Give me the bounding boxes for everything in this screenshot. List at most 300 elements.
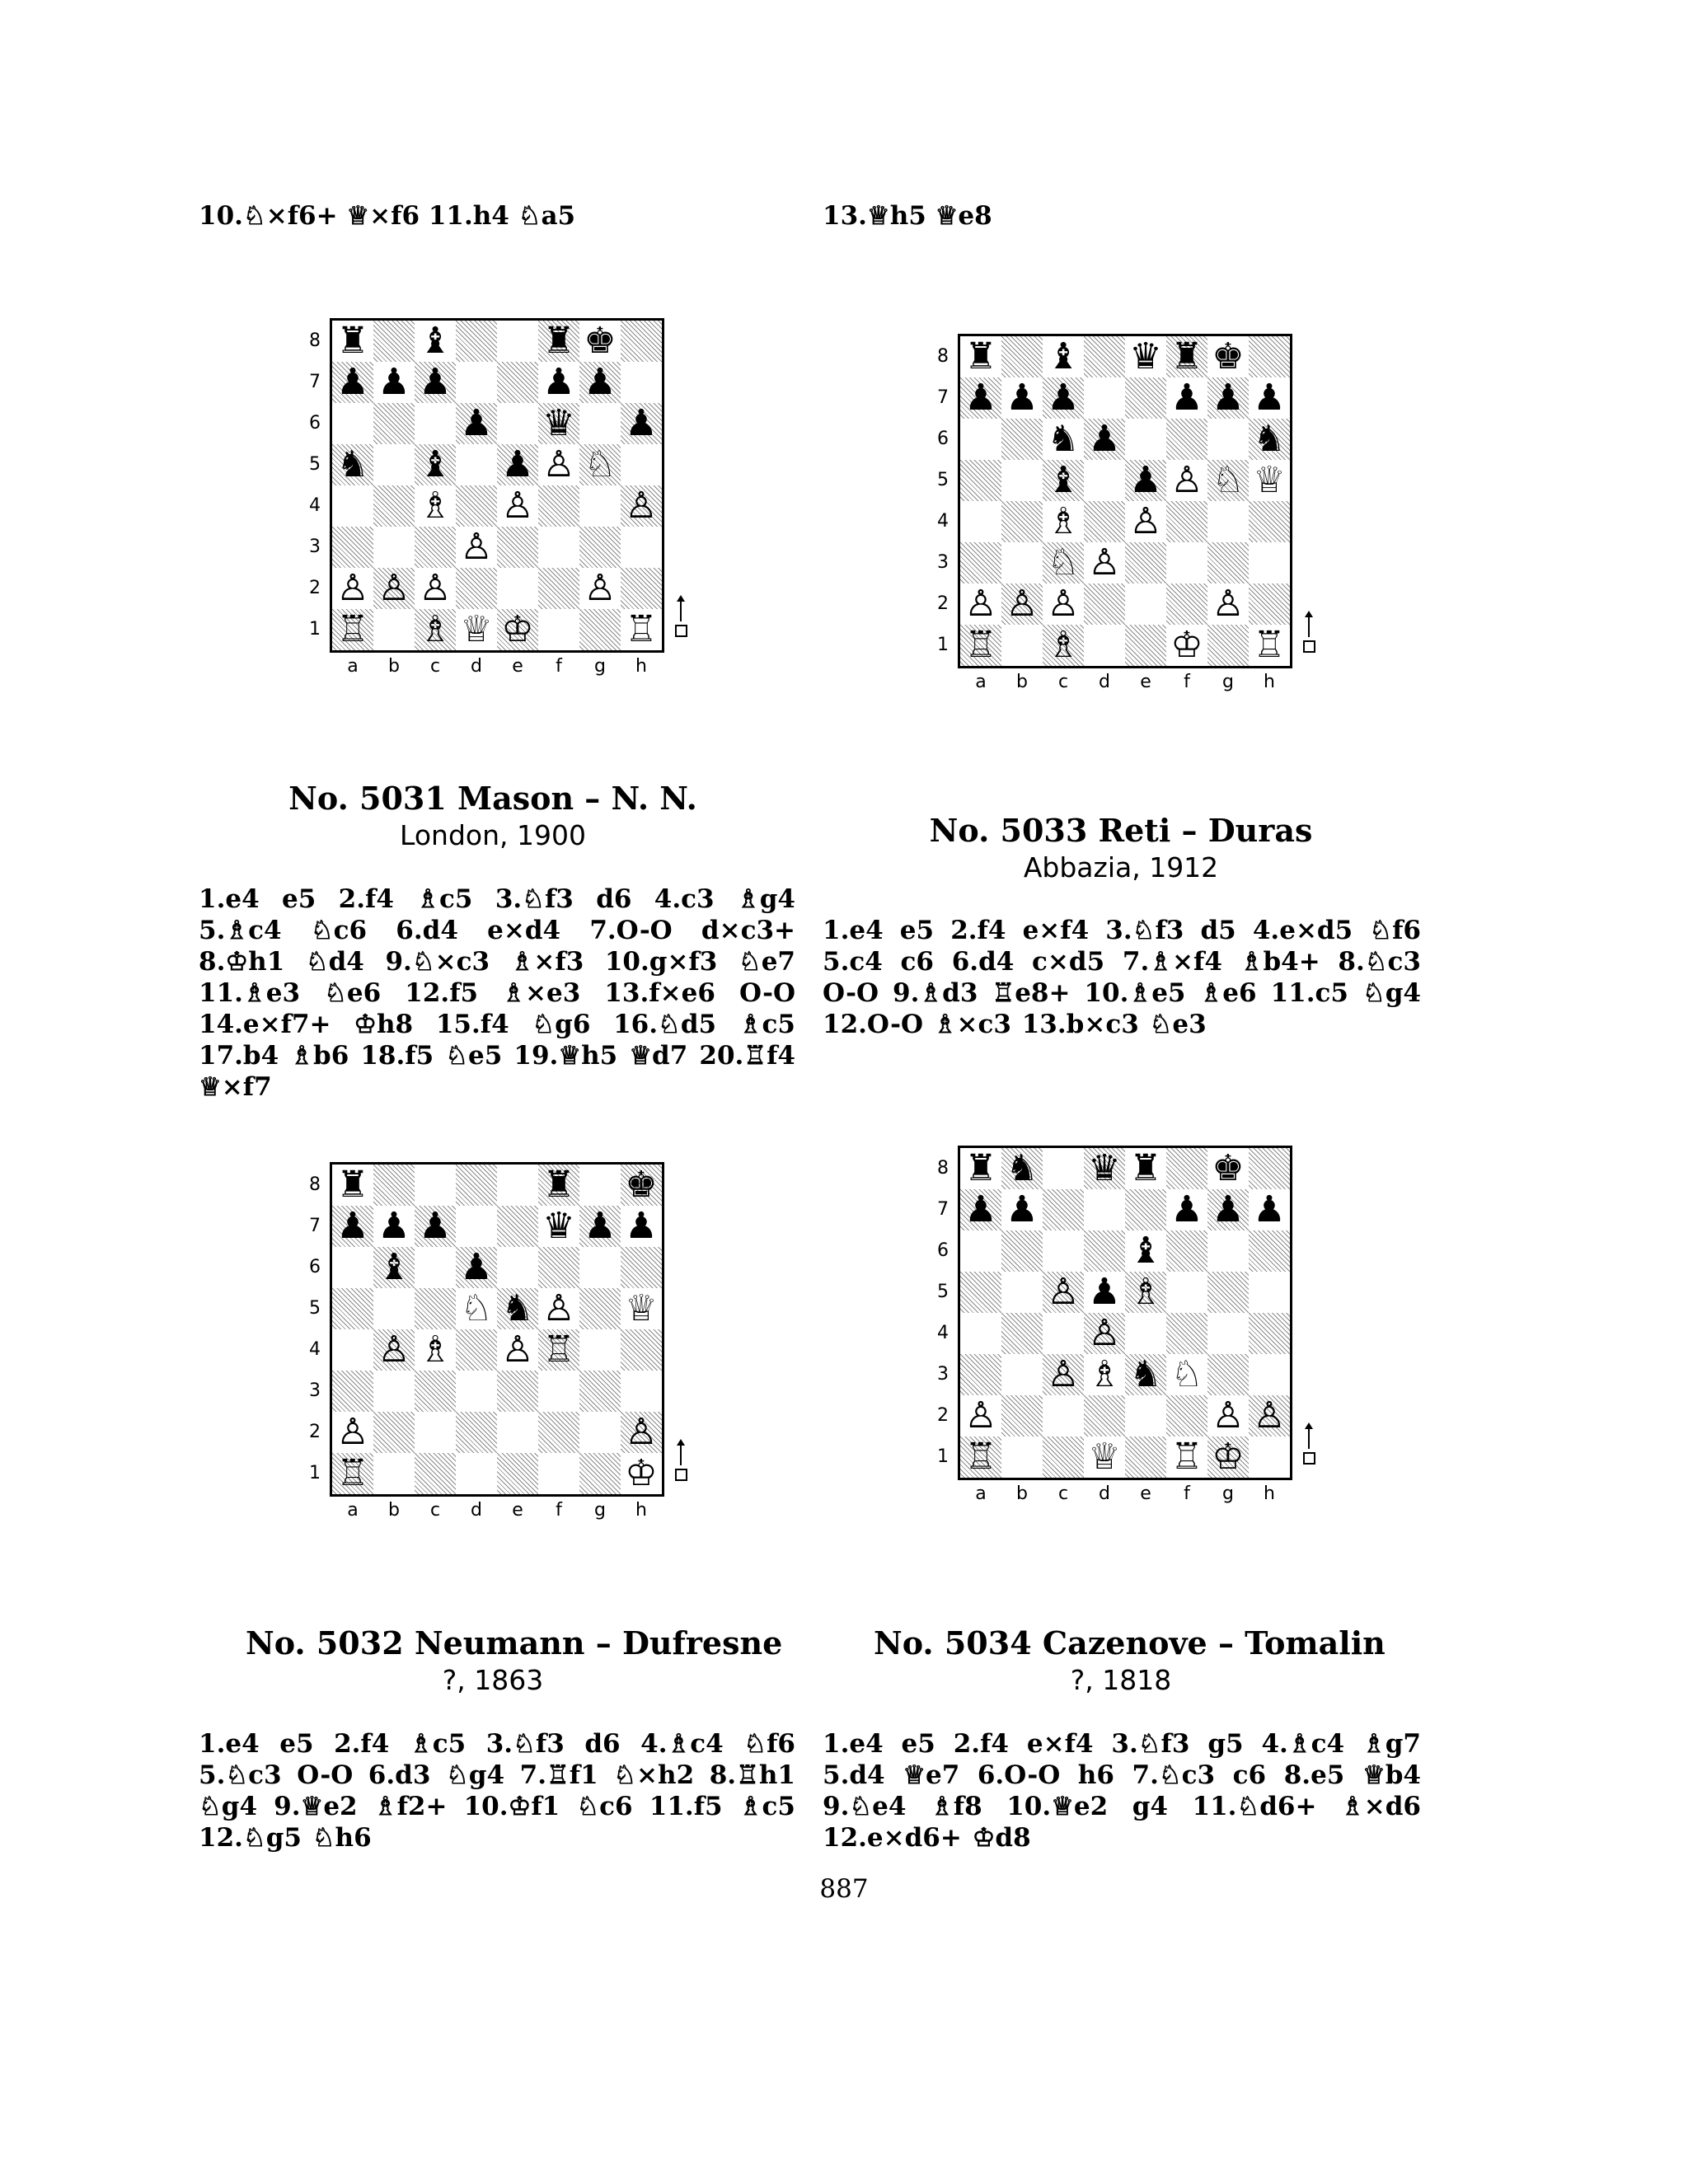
- white-pawn-icon: ♙: [625, 485, 658, 527]
- rank-label: 7: [937, 1199, 949, 1220]
- black-pawn-icon: ♟: [419, 361, 452, 403]
- black-pawn-icon: ♟: [336, 361, 369, 403]
- dark-square: [456, 1329, 497, 1371]
- game-moves: 1.e4 e5 2.f4 ♗c5 3.♘f3 d6 4.c3 ♗g4 5.♗c4 ♘c6 6.d4 e×d4 7.O-O d×c3+ 8.♔h1 ♘d4 9.♘×c3 ♗×f3 10.g×f3 ♘e7 11.♗e3 ♘e6 12.f5 ♗×e3 13.f×e6 O-O 14.e×f7+ ♔h8 15.f4 ♘g6 16.♘d5 ♗c5 17.b4 ♗b6 18.f5 ♘e5 19.♕h5 ♕d7 20.♖f4 ♕×f7: [199, 884, 795, 1102]
- white-pawn-icon: ♙: [336, 567, 369, 609]
- dark-square: [621, 1329, 662, 1371]
- dark-square: [415, 1371, 456, 1412]
- black-pawn-icon: ♟: [460, 402, 493, 444]
- white-pawn-icon: ♙: [1088, 1312, 1121, 1354]
- dark-square: [1084, 1395, 1125, 1436]
- black-pawn-icon: ♟: [1170, 377, 1203, 419]
- white-pawn-icon: ♙: [1212, 1394, 1245, 1436]
- game-moves: 1.e4 e5 2.f4 e×f4 3.♘f3 d5 4.e×d5 ♘f6 5.c4 c6 6.d4 c×d5 7.♗×f4 ♗b4+ 8.♘c3 O-O 9.♗d3 ♖e8+ 10.♗e5 ♗e6 11.c5 ♘g4 12.O-O ♗×c3 13.b×c3 ♘e3: [823, 916, 1421, 1039]
- file-label: g: [594, 656, 606, 677]
- file-label: a: [975, 672, 987, 692]
- file-label: c: [1057, 1483, 1069, 1504]
- white-bishop-icon: ♗: [1088, 1353, 1121, 1395]
- white-knight-icon: ♘: [460, 1287, 493, 1329]
- game-place: ?, 1818: [1070, 1664, 1172, 1696]
- game-place: Abbazia, 1912: [1023, 851, 1219, 883]
- light-square: [332, 403, 373, 444]
- dark-square: [1084, 501, 1125, 542]
- rank-label: 4: [309, 495, 321, 516]
- white-pawn-icon: ♙: [1088, 541, 1121, 583]
- game-moves: 1.e4 e5 2.f4 ♗c5 3.♘f3 d6 4.♗c4 ♘f6 5.♘c3 O-O 6.d3 ♘g4 7.♖f1 ♘×h2 8.♖h1 ♘g4 9.♕e2 ♗f2+ 10.♔f1 ♘c6 11.f5 ♗c5 12.♘g5 ♘h6: [199, 1729, 795, 1853]
- rank-label: 7: [309, 1216, 321, 1236]
- light-square: [373, 444, 415, 485]
- light-square: [1084, 625, 1125, 666]
- dark-square: [373, 403, 415, 444]
- black-queen-icon: ♛: [542, 402, 575, 444]
- light-square: [456, 362, 497, 403]
- rank-label: 2: [937, 593, 949, 614]
- file-label: a: [975, 1483, 987, 1504]
- white-pawn-icon: ♙: [501, 485, 534, 527]
- rank-label: 2: [309, 578, 321, 598]
- white-pawn-icon: ♙: [1006, 583, 1039, 625]
- light-square: [1084, 1189, 1125, 1230]
- game-moves: 1.e4 e5 2.f4 e×f4 3.♘f3 g5 4.♗c4 ♗g7 5.d4 ♕e7 6.O-O h6 7.♘c3 c6 8.e5 ♕b4 9.♘e4 ♗f8 10.♕e2 g4 11.♘d6+ ♗×d6 12.e×d6+ ♔d8: [823, 1729, 1421, 1853]
- light-square: [621, 444, 662, 485]
- white-pawn-icon: ♙: [377, 1329, 410, 1371]
- dark-square: [1125, 377, 1166, 419]
- white-pawn-icon: ♙: [1047, 1271, 1080, 1313]
- light-square: [415, 1247, 456, 1288]
- black-king-icon: ♚: [1212, 1147, 1245, 1189]
- rank-label: 8: [937, 1158, 949, 1179]
- black-pawn-icon: ♟: [1212, 1188, 1245, 1230]
- light-square: [456, 1371, 497, 1412]
- white-pawn-icon: ♙: [1253, 1394, 1286, 1436]
- dark-square: [456, 485, 497, 527]
- light-square: [497, 321, 538, 362]
- black-pawn-icon: ♟: [1170, 1188, 1203, 1230]
- dark-square: [1166, 419, 1207, 460]
- rank-label: 3: [309, 537, 321, 557]
- light-square: [373, 1453, 415, 1494]
- dark-square: [960, 460, 1001, 501]
- light-square: [1207, 501, 1249, 542]
- dark-square: [1207, 1272, 1249, 1313]
- black-rook-icon: ♜: [1170, 335, 1203, 377]
- dark-square: [538, 568, 579, 609]
- white-knight-icon: ♘: [584, 443, 617, 485]
- dark-square: [1166, 583, 1207, 625]
- light-square: [415, 1165, 456, 1206]
- light-square: [1084, 377, 1125, 419]
- dark-square: [1125, 625, 1166, 666]
- dark-square: [1001, 1313, 1043, 1354]
- light-square: [332, 1329, 373, 1371]
- black-pawn-icon: ♟: [1047, 377, 1080, 419]
- light-square: [415, 403, 456, 444]
- dark-square: [621, 568, 662, 609]
- white-rook-icon: ♖: [1170, 1436, 1203, 1478]
- file-label: c: [429, 656, 441, 677]
- black-pawn-icon: ♟: [377, 361, 410, 403]
- black-king-icon: ♚: [1212, 335, 1245, 377]
- white-bishop-icon: ♗: [419, 608, 452, 650]
- black-pawn-icon: ♟: [1088, 418, 1121, 460]
- dark-square: [579, 1288, 621, 1329]
- rank-label: 8: [937, 346, 949, 367]
- game-place: London, 1900: [400, 819, 586, 851]
- rank-label: 4: [937, 1323, 949, 1343]
- dark-square: [1043, 1189, 1084, 1230]
- dark-square: [373, 321, 415, 362]
- chess-board: [330, 1162, 664, 1497]
- dark-square: [456, 568, 497, 609]
- rank-label: 8: [309, 1174, 321, 1195]
- file-label: b: [1016, 672, 1028, 692]
- dark-square: [415, 1288, 456, 1329]
- black-pawn-icon: ♟: [1006, 1188, 1039, 1230]
- light-square: [415, 1412, 456, 1453]
- dark-square: [1166, 1395, 1207, 1436]
- white-pawn-icon: ♙: [1170, 459, 1203, 501]
- black-knight-icon: ♞: [336, 443, 369, 485]
- white-pawn-icon: ♙: [964, 1394, 997, 1436]
- black-queen-icon: ♛: [542, 1205, 575, 1247]
- light-square: [332, 485, 373, 527]
- black-pawn-icon: ♟: [1006, 377, 1039, 419]
- light-square: [1001, 625, 1043, 666]
- white-to-move-icon: [1301, 614, 1317, 655]
- white-rook-icon: ♖: [625, 608, 658, 650]
- file-label: b: [1016, 1483, 1028, 1504]
- dark-square: [1001, 336, 1043, 377]
- white-pawn-icon: ♙: [584, 567, 617, 609]
- black-pawn-icon: ♟: [1088, 1271, 1121, 1313]
- white-bishop-icon: ♗: [1047, 500, 1080, 542]
- black-bishop-icon: ♝: [419, 320, 452, 362]
- file-label: c: [1057, 672, 1069, 692]
- dark-square: [497, 362, 538, 403]
- black-rook-icon: ♜: [336, 320, 369, 362]
- light-square: [497, 1165, 538, 1206]
- dark-square: [373, 1165, 415, 1206]
- dark-square: [1125, 1436, 1166, 1478]
- white-rook-icon: ♖: [964, 1436, 997, 1478]
- file-label: g: [1222, 672, 1234, 692]
- file-label: h: [1264, 1483, 1275, 1504]
- rank-label: 7: [937, 387, 949, 408]
- game-title: No. 5032 Neumann – Dufresne: [246, 1624, 783, 1661]
- dark-square: [579, 527, 621, 568]
- white-queen-icon: ♕: [460, 608, 493, 650]
- dark-square: [1249, 336, 1290, 377]
- light-square: [332, 1247, 373, 1288]
- white-pawn-icon: ♙: [419, 567, 452, 609]
- light-square: [1043, 1148, 1084, 1189]
- light-square: [579, 403, 621, 444]
- light-square: [1166, 542, 1207, 583]
- dark-square: [373, 1412, 415, 1453]
- dark-square: [497, 1453, 538, 1494]
- black-pawn-icon: ♟: [964, 377, 997, 419]
- light-square: [579, 1412, 621, 1453]
- light-square: [579, 1165, 621, 1206]
- rank-label: 2: [937, 1405, 949, 1426]
- file-label: d: [1099, 1483, 1110, 1504]
- light-square: [960, 1230, 1001, 1272]
- light-square: [1001, 1354, 1043, 1395]
- light-square: [373, 1288, 415, 1329]
- white-rook-icon: ♖: [542, 1329, 575, 1371]
- dark-square: [1166, 501, 1207, 542]
- rank-label: 2: [309, 1422, 321, 1442]
- black-pawn-icon: ♟: [336, 1205, 369, 1247]
- file-label: g: [1222, 1483, 1234, 1504]
- black-rook-icon: ♜: [964, 335, 997, 377]
- light-square: [373, 1371, 415, 1412]
- rank-label: 6: [309, 1257, 321, 1277]
- file-label: h: [635, 1500, 647, 1521]
- top-right-moves: 13.♕h5 ♕e8: [823, 201, 992, 231]
- black-pawn-icon: ♟: [542, 361, 575, 403]
- light-square: [1249, 1272, 1290, 1313]
- white-pawn-icon: ♙: [1047, 1353, 1080, 1395]
- light-square: [960, 501, 1001, 542]
- white-rook-icon: ♖: [336, 608, 369, 650]
- light-square: [1125, 583, 1166, 625]
- white-pawn-icon: ♙: [1047, 583, 1080, 625]
- chess-board: [958, 1146, 1292, 1480]
- white-pawn-icon: ♙: [460, 526, 493, 568]
- white-to-move-icon: [673, 1442, 689, 1483]
- file-label: e: [512, 1500, 523, 1521]
- dark-square: [415, 527, 456, 568]
- white-to-move-icon: [673, 598, 689, 640]
- light-square: [621, 362, 662, 403]
- dark-square: [332, 527, 373, 568]
- white-pawn-icon: ♙: [542, 443, 575, 485]
- file-label: f: [1184, 672, 1190, 692]
- rank-label: 1: [309, 619, 321, 640]
- rank-label: 6: [937, 1240, 949, 1261]
- black-queen-icon: ♛: [1129, 335, 1162, 377]
- rank-label: 5: [309, 454, 321, 475]
- black-queen-icon: ♛: [1088, 1147, 1121, 1189]
- light-square: [1043, 1230, 1084, 1272]
- black-pawn-icon: ♟: [501, 443, 534, 485]
- dark-square: [373, 485, 415, 527]
- dark-square: [621, 321, 662, 362]
- dark-square: [1207, 1354, 1249, 1395]
- light-square: [1001, 1272, 1043, 1313]
- light-square: [497, 403, 538, 444]
- dark-square: [538, 485, 579, 527]
- white-rook-icon: ♖: [964, 624, 997, 666]
- dark-square: [1084, 583, 1125, 625]
- light-square: [579, 1247, 621, 1288]
- page-number: 887: [819, 1874, 869, 1904]
- file-label: d: [1099, 672, 1110, 692]
- light-square: [1125, 419, 1166, 460]
- black-knight-icon: ♞: [1047, 418, 1080, 460]
- white-pawn-icon: ♙: [1129, 500, 1162, 542]
- dark-square: [1166, 1148, 1207, 1189]
- rank-label: 6: [937, 429, 949, 449]
- dark-square: [960, 1354, 1001, 1395]
- dark-square: [1249, 1313, 1290, 1354]
- dark-square: [497, 1206, 538, 1247]
- black-pawn-icon: ♟: [1129, 459, 1162, 501]
- white-king-icon: ♔: [1170, 624, 1203, 666]
- light-square: [1084, 460, 1125, 501]
- rank-label: 5: [937, 1282, 949, 1302]
- light-square: [1043, 1395, 1084, 1436]
- black-pawn-icon: ♟: [377, 1205, 410, 1247]
- dark-square: [579, 1371, 621, 1412]
- black-rook-icon: ♜: [336, 1164, 369, 1206]
- black-bishop-icon: ♝: [419, 443, 452, 485]
- light-square: [1207, 1313, 1249, 1354]
- light-square: [538, 527, 579, 568]
- file-label: b: [388, 1500, 400, 1521]
- rank-label: 5: [309, 1298, 321, 1319]
- white-king-icon: ♔: [1212, 1436, 1245, 1478]
- dark-square: [456, 1165, 497, 1206]
- dark-square: [1207, 542, 1249, 583]
- dark-square: [332, 1371, 373, 1412]
- file-label: f: [1184, 1483, 1190, 1504]
- file-label: e: [512, 656, 523, 677]
- rank-label: 6: [309, 413, 321, 434]
- black-knight-icon: ♞: [1006, 1147, 1039, 1189]
- light-square: [538, 1453, 579, 1494]
- dark-square: [1166, 1313, 1207, 1354]
- dark-square: [1249, 1230, 1290, 1272]
- white-rook-icon: ♖: [336, 1452, 369, 1494]
- dark-square: [579, 609, 621, 650]
- rank-label: 1: [309, 1463, 321, 1483]
- light-square: [538, 1371, 579, 1412]
- dark-square: [1249, 583, 1290, 625]
- game-title: No. 5033 Reti – Duras: [929, 812, 1313, 849]
- light-square: [579, 1329, 621, 1371]
- light-square: [497, 1412, 538, 1453]
- light-square: [456, 444, 497, 485]
- black-knight-icon: ♞: [501, 1287, 534, 1329]
- white-bishop-icon: ♗: [419, 485, 452, 527]
- dark-square: [1166, 1230, 1207, 1272]
- light-square: [1001, 1436, 1043, 1478]
- file-label: d: [471, 1500, 482, 1521]
- dark-square: [538, 1412, 579, 1453]
- dark-square: [1001, 501, 1043, 542]
- file-label: f: [556, 1500, 562, 1521]
- black-pawn-icon: ♟: [625, 1205, 658, 1247]
- dark-square: [538, 1247, 579, 1288]
- dark-square: [1001, 1230, 1043, 1272]
- dark-square: [1249, 501, 1290, 542]
- light-square: [1249, 1354, 1290, 1395]
- rank-label: 7: [309, 372, 321, 392]
- black-pawn-icon: ♟: [1212, 377, 1245, 419]
- white-king-icon: ♔: [501, 608, 534, 650]
- top-left-moves: 10.♘×f6+ ♕×f6 11.h4 ♘a5: [199, 201, 576, 231]
- file-label: a: [347, 656, 359, 677]
- light-square: [497, 568, 538, 609]
- black-pawn-icon: ♟: [460, 1246, 493, 1288]
- light-square: [960, 419, 1001, 460]
- rank-label: 3: [937, 1364, 949, 1385]
- dark-square: [1001, 1395, 1043, 1436]
- dark-square: [1249, 1148, 1290, 1189]
- light-square: [960, 1313, 1001, 1354]
- black-rook-icon: ♜: [1129, 1147, 1162, 1189]
- dark-square: [960, 542, 1001, 583]
- light-square: [1001, 542, 1043, 583]
- light-square: [1166, 1272, 1207, 1313]
- black-pawn-icon: ♟: [1253, 377, 1286, 419]
- game-place: ?, 1863: [442, 1664, 544, 1696]
- chess-board: [330, 318, 664, 653]
- dark-square: [497, 527, 538, 568]
- light-square: [1207, 1230, 1249, 1272]
- white-pawn-icon: ♙: [501, 1329, 534, 1371]
- black-pawn-icon: ♟: [419, 1205, 452, 1247]
- rank-label: 1: [937, 635, 949, 655]
- file-label: b: [388, 656, 400, 677]
- light-square: [1125, 1395, 1166, 1436]
- dark-square: [621, 1247, 662, 1288]
- dark-square: [1001, 419, 1043, 460]
- dark-square: [1125, 542, 1166, 583]
- black-bishop-icon: ♝: [1129, 1230, 1162, 1272]
- black-knight-icon: ♞: [1253, 418, 1286, 460]
- white-pawn-icon: ♙: [542, 1287, 575, 1329]
- black-king-icon: ♚: [584, 320, 617, 362]
- light-square: [1249, 1436, 1290, 1478]
- white-knight-icon: ♘: [1047, 541, 1080, 583]
- light-square: [1249, 542, 1290, 583]
- file-label: f: [556, 656, 562, 677]
- black-king-icon: ♚: [625, 1164, 658, 1206]
- dark-square: [497, 1371, 538, 1412]
- white-pawn-icon: ♙: [1212, 583, 1245, 625]
- black-knight-icon: ♞: [1129, 1353, 1162, 1395]
- light-square: [1001, 460, 1043, 501]
- black-bishop-icon: ♝: [377, 1246, 410, 1288]
- white-to-move-icon: [1301, 1426, 1317, 1467]
- white-bishop-icon: ♗: [1047, 624, 1080, 666]
- chess-board: [958, 334, 1292, 668]
- light-square: [373, 527, 415, 568]
- rank-label: 4: [937, 511, 949, 532]
- game-title: No. 5034 Cazenove – Tomalin: [874, 1624, 1386, 1661]
- white-pawn-icon: ♙: [336, 1411, 369, 1453]
- dark-square: [456, 321, 497, 362]
- dark-square: [1125, 1189, 1166, 1230]
- white-pawn-icon: ♙: [625, 1411, 658, 1453]
- light-square: [497, 1247, 538, 1288]
- white-pawn-icon: ♙: [964, 583, 997, 625]
- black-rook-icon: ♜: [964, 1147, 997, 1189]
- file-label: c: [429, 1500, 441, 1521]
- file-label: h: [1264, 672, 1275, 692]
- dark-square: [456, 1412, 497, 1453]
- light-square: [1125, 1313, 1166, 1354]
- rank-label: 5: [937, 470, 949, 490]
- black-bishop-icon: ♝: [1047, 459, 1080, 501]
- light-square: [621, 527, 662, 568]
- white-bishop-icon: ♗: [419, 1329, 452, 1371]
- black-rook-icon: ♜: [542, 1164, 575, 1206]
- white-queen-icon: ♕: [1088, 1436, 1121, 1478]
